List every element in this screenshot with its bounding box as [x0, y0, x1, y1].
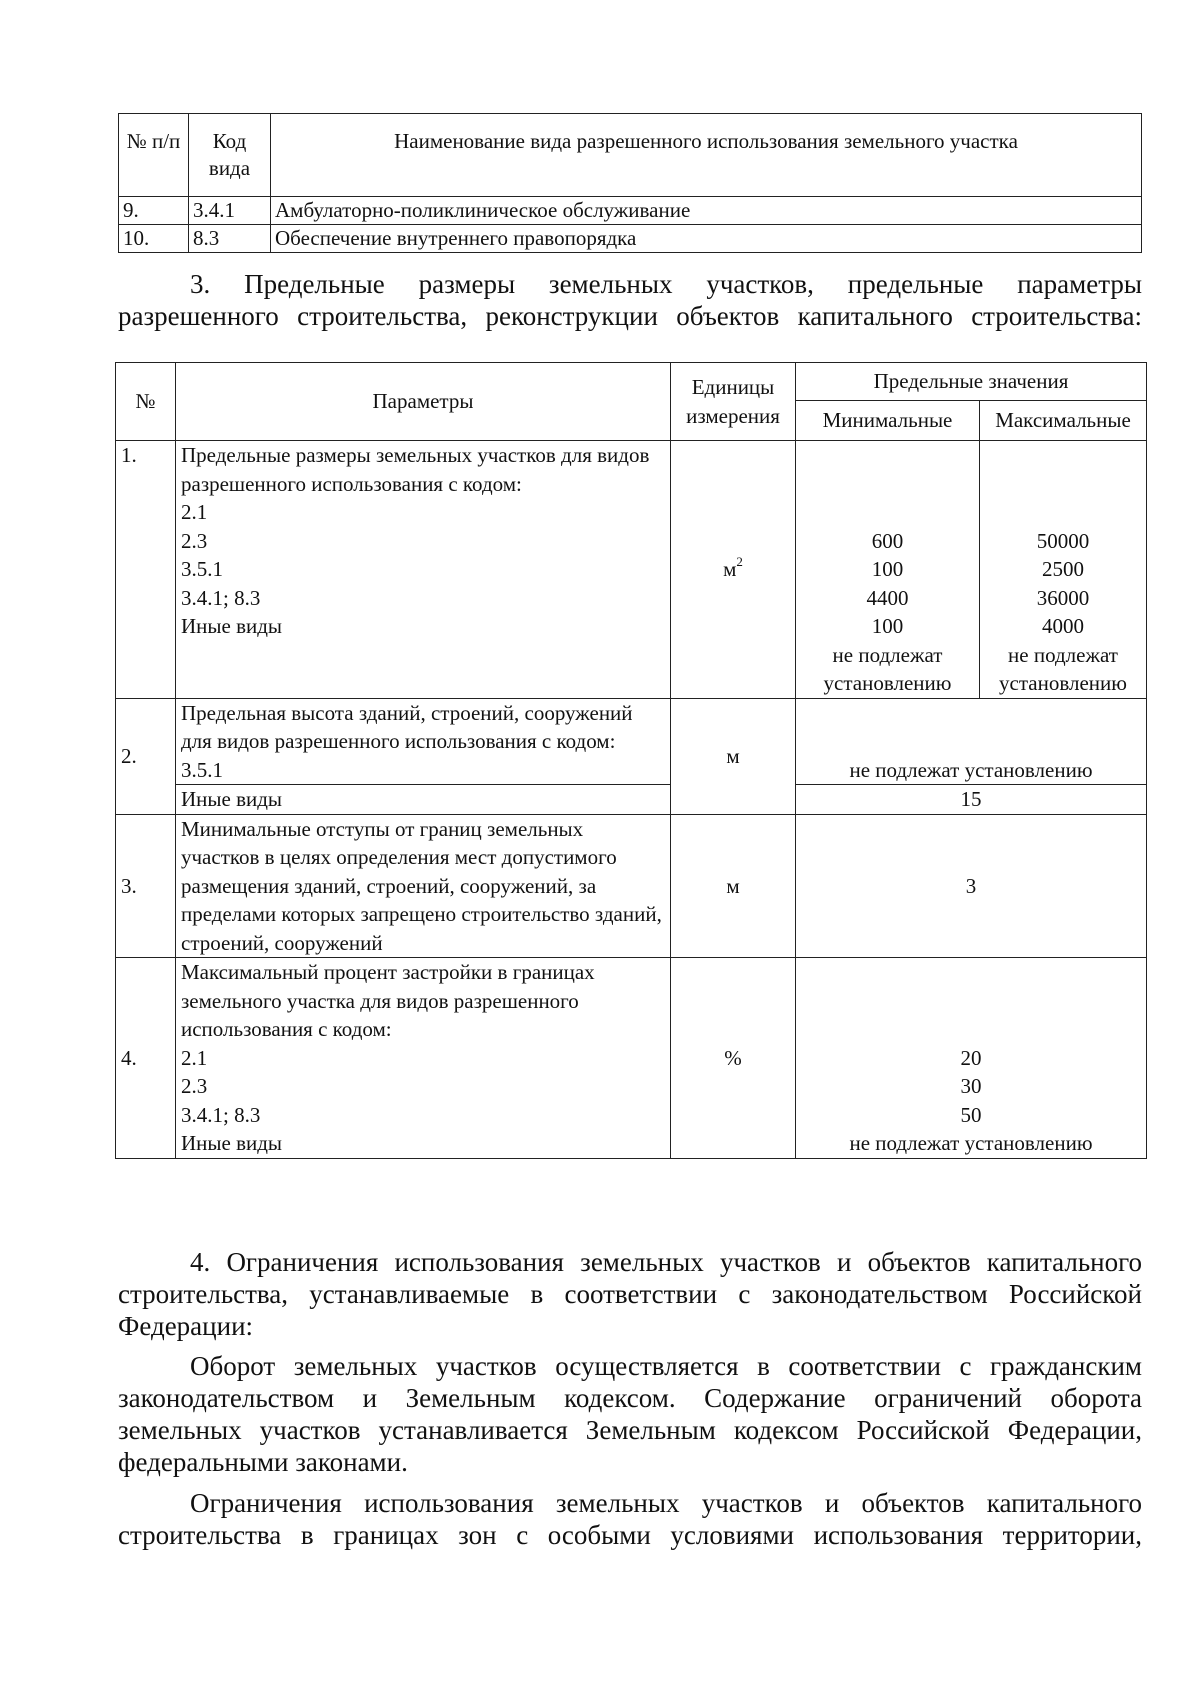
section-4-line-2: строительства, устанавливаемые в соответствии с законодательством Российской — [118, 1279, 1142, 1309]
code-item: 3.4.1; 8.3 — [181, 1102, 261, 1127]
max-value: 36000 — [1036, 585, 1090, 610]
paragraph-line: строительства в границах зон с особыми условиями использования территории, — [118, 1520, 1142, 1550]
row-num: 1. — [116, 441, 176, 699]
table-row — [116, 785, 1147, 815]
row-params — [176, 698, 671, 785]
row-params — [176, 441, 671, 699]
row-unit — [671, 441, 796, 699]
row-values — [796, 958, 1147, 1159]
max-value: 2500 — [1042, 557, 1084, 581]
header-name: Наименование вида разрешенного использования земельного участка — [271, 114, 1142, 197]
table-row — [119, 225, 1142, 253]
header-max: Максимальные — [980, 401, 1147, 441]
table-row — [116, 814, 1147, 958]
row-min-values — [796, 441, 980, 699]
header-units: Единицы измерения — [671, 363, 796, 441]
row-value: не подлежат установлению — [796, 698, 1147, 785]
header-num: № — [116, 363, 176, 441]
row-intro: Максимальный процент застройки в границах земельного участка для видов разрешенного использования с кодом: — [181, 960, 595, 1041]
row-num: 3. — [116, 814, 176, 958]
percent-value: не подлежат установлению — [849, 1131, 1093, 1155]
row-code: 8.3 — [189, 225, 271, 253]
code-item: 3.5.1 — [181, 757, 223, 782]
table-row — [116, 698, 1147, 785]
row-unit: м — [671, 698, 796, 814]
min-value: 100 — [871, 614, 904, 638]
code-item: 2.3 — [181, 528, 208, 553]
paragraph-restrictions — [118, 1487, 1142, 1551]
unit-exponent: 2 — [736, 554, 743, 569]
paragraph-line: Ограничения использования земельных участков и объектов капитального — [190, 1488, 1142, 1518]
header-code: Код вида — [189, 114, 271, 197]
row-value: 15 — [796, 785, 1147, 815]
section-3-line-2: разрешенного строительства, реконструкции объектов капитального строительства: — [118, 301, 1142, 331]
max-value: 50000 — [1036, 528, 1090, 553]
max-value: 4000 — [1042, 614, 1084, 638]
code-item: 2.1 — [181, 1045, 208, 1070]
table-header-row — [116, 363, 1147, 401]
row-num: 2. — [116, 698, 176, 814]
row-num: 10. — [119, 225, 189, 253]
row-unit: м — [671, 814, 796, 958]
code-item: Иные виды — [181, 614, 283, 638]
paragraph-line: Оборот земельных участков осуществляется в соответствии с гражданским — [190, 1351, 1142, 1381]
table-row — [119, 197, 1142, 225]
row-num: 9. — [119, 197, 189, 225]
code-item: 3.4.1; 8.3 — [181, 585, 261, 610]
min-value: не подлежат установлению — [823, 642, 952, 695]
section-4-line-3: Федерации: — [118, 1311, 254, 1341]
section-3-line-1: 3. Предельные размеры земельных участков, предельные параметры — [190, 269, 1142, 299]
table-row — [116, 958, 1147, 1159]
min-value: 4400 — [866, 585, 909, 610]
percent-value: 20 — [960, 1045, 982, 1070]
header-limits: Предельные значения — [796, 363, 1147, 401]
min-value: 100 — [871, 557, 904, 581]
paragraph-line: земельных участков устанавливается Земельным кодексом Российской Федерации, — [118, 1415, 1142, 1445]
code-item: Иные виды — [181, 1131, 283, 1155]
header-num: № п/п — [119, 114, 189, 197]
paragraph-turnover — [118, 1350, 1142, 1478]
row-value: 3 — [796, 814, 1147, 958]
paragraph-line: федеральными законами. — [118, 1447, 408, 1477]
row-intro: Предельные размеры земельных участков для видов разрешенного использования с кодом: — [181, 443, 650, 496]
row-num: 4. — [116, 958, 176, 1159]
row-code: 3.4.1 — [189, 197, 271, 225]
parameters-table — [115, 362, 1147, 1159]
row-name: Обеспечение внутреннего правопорядка — [271, 225, 1142, 253]
row-params — [176, 958, 671, 1159]
table-header-row — [119, 114, 1142, 197]
row-max-values — [980, 441, 1147, 699]
row-params-other: Иные виды — [176, 785, 671, 815]
paragraph-line: законодательством и Земельным кодексом. Содержание ограничений оборота — [118, 1383, 1142, 1413]
section-4-heading — [118, 1246, 1142, 1342]
header-params: Параметры — [176, 363, 671, 441]
section-4-line-1: 4. Ограничения использования земельных участков и объектов капитального — [190, 1247, 1142, 1277]
min-value: 600 — [871, 528, 904, 553]
code-item: 2.1 — [181, 500, 208, 524]
code-item: 3.5.1 — [181, 557, 223, 581]
code-item: 2.3 — [181, 1074, 208, 1098]
percent-value: 30 — [960, 1074, 982, 1098]
unit-base: м — [723, 557, 737, 581]
percent-value: 50 — [960, 1102, 982, 1127]
header-min: Минимальные — [796, 401, 980, 441]
row-unit: % — [671, 958, 796, 1159]
land-use-types-table — [118, 113, 1142, 253]
row-name: Амбулаторно-поликлиническое обслуживание — [271, 197, 1142, 225]
max-value: не подлежат установлению — [999, 642, 1127, 695]
table-row — [116, 441, 1147, 699]
row-params: Минимальные отступы от границ земельных участков в целях определения мест допустимого размещения зданий, строений, сооружений, за пределами которых запрещено строительство зданий, строений, сооружений — [176, 814, 671, 958]
row-intro: Предельная высота зданий, строений, сооружений для видов разрешенного использования с кодом: — [181, 700, 633, 753]
section-3-heading — [118, 268, 1142, 332]
